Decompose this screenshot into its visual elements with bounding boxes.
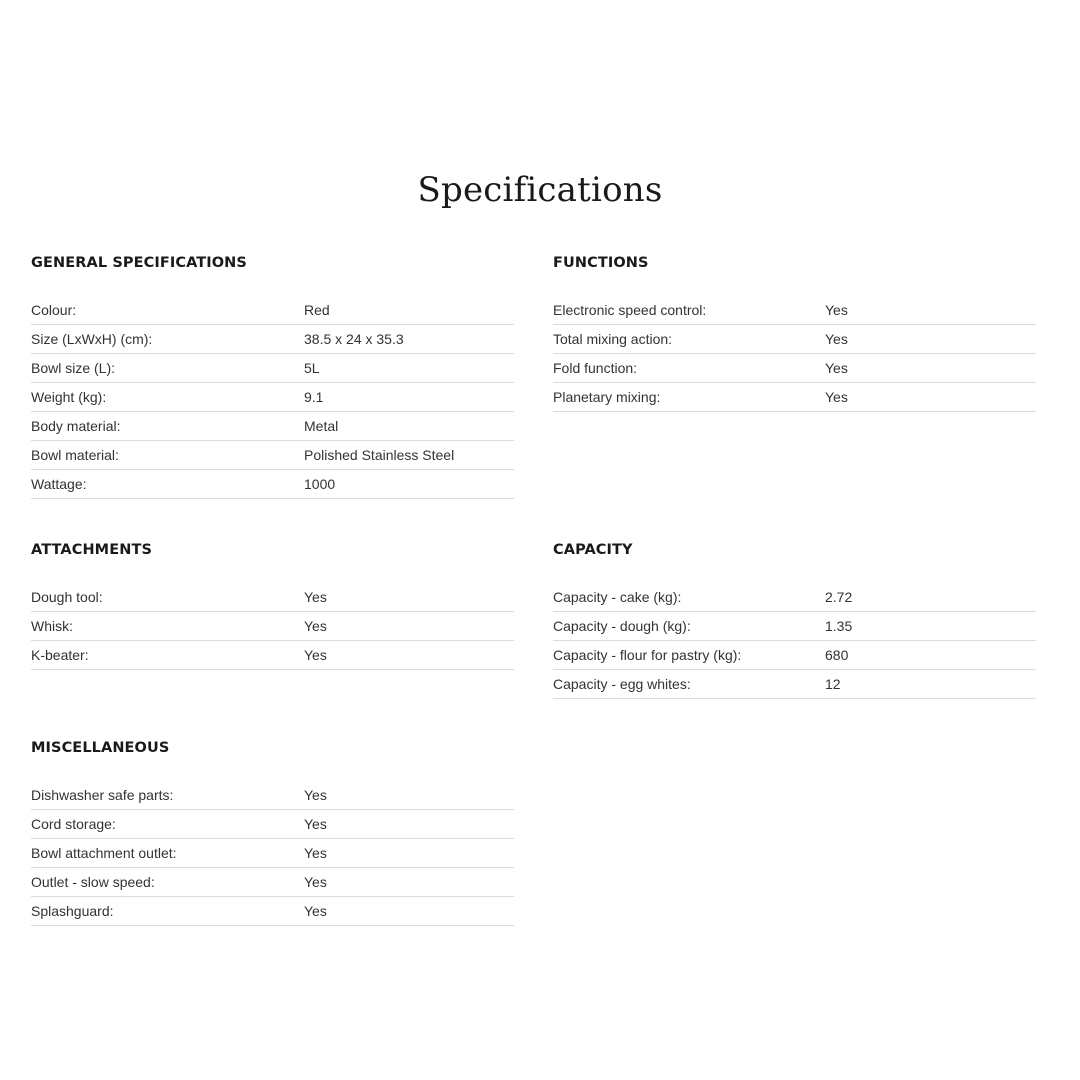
attachments-spec-table — [31, 583, 514, 670]
section-heading-functions: FUNCTIONS — [553, 255, 649, 271]
spec-row-dishwasher-safe-parts — [31, 781, 514, 810]
spec-label: Whisk: — [31, 618, 73, 634]
spec-label: Cord storage: — [31, 816, 116, 832]
spec-label: Planetary mixing: — [553, 389, 661, 405]
general-specifications-section — [31, 253, 514, 499]
spec-row-electronic-speed-control — [553, 296, 1036, 325]
spec-value: Yes — [304, 589, 327, 605]
spec-label: Capacity - flour for pastry (kg): — [553, 647, 742, 663]
spec-label: Dough tool: — [31, 589, 103, 605]
spec-value: Yes — [304, 647, 327, 663]
spec-label: Bowl attachment outlet: — [31, 845, 177, 861]
spec-row-outlet-slow-speed — [31, 868, 514, 897]
spec-value: Yes — [825, 331, 848, 347]
miscellaneous-spec-table — [31, 781, 514, 926]
spec-label: Fold function: — [553, 360, 638, 376]
spec-label: Wattage: — [31, 476, 87, 492]
spec-row-capacity-egg-whites — [553, 670, 1036, 699]
spec-row-splashguard — [31, 897, 514, 926]
spec-value: Yes — [825, 302, 848, 318]
spec-value: 1000 — [304, 476, 336, 492]
spec-label: Capacity - dough (kg): — [553, 618, 691, 634]
spec-row-body-material — [31, 412, 514, 441]
spec-value: 5L — [304, 360, 320, 376]
spec-row-k-beater — [31, 641, 514, 670]
capacity-section — [553, 540, 1036, 699]
spec-label: Capacity - cake (kg): — [553, 589, 682, 605]
spec-label: Splashguard: — [31, 903, 114, 919]
spec-value: Yes — [825, 389, 848, 405]
spec-label: Body material: — [31, 418, 121, 434]
spec-label: Colour: — [31, 302, 77, 318]
spec-label: Size (LxWxH) (cm): — [31, 331, 153, 347]
spec-label: Bowl size (L): — [31, 360, 116, 376]
spec-row-planetary-mixing — [553, 383, 1036, 412]
spec-label: Electronic speed control: — [553, 302, 707, 318]
general-spec-table — [31, 296, 514, 499]
spec-value: Yes — [304, 903, 327, 919]
spec-value: 9.1 — [304, 389, 324, 405]
section-heading-general: GENERAL SPECIFICATIONS — [31, 255, 247, 271]
spec-value: 2.72 — [825, 589, 853, 605]
spec-value: Yes — [304, 787, 327, 803]
spec-label: Dishwasher safe parts: — [31, 787, 174, 803]
spec-row-size — [31, 325, 514, 354]
spec-row-weight — [31, 383, 514, 412]
spec-row-dough-tool — [31, 583, 514, 612]
spec-row-whisk — [31, 612, 514, 641]
spec-row-bowl-material — [31, 441, 514, 470]
spec-label: Outlet - slow speed: — [31, 874, 155, 890]
attachments-section — [31, 540, 514, 670]
spec-row-capacity-dough — [553, 612, 1036, 641]
spec-value: Red — [304, 302, 330, 318]
functions-spec-table — [553, 296, 1036, 412]
spec-row-bowl-attachment-outlet — [31, 839, 514, 868]
spec-row-total-mixing-action — [553, 325, 1036, 354]
spec-label: Capacity - egg whites: — [553, 676, 691, 692]
miscellaneous-section — [31, 738, 514, 926]
spec-value: Yes — [304, 618, 327, 634]
section-heading-capacity: CAPACITY — [553, 542, 633, 558]
page-title: Specifications — [417, 170, 663, 210]
spec-label: Weight (kg): — [31, 389, 107, 405]
functions-section — [553, 253, 1036, 412]
spec-value: Yes — [304, 845, 327, 861]
spec-row-cord-storage — [31, 810, 514, 839]
spec-label: Bowl material: — [31, 447, 119, 463]
spec-value: Yes — [304, 816, 327, 832]
spec-value: Yes — [304, 874, 327, 890]
spec-row-colour — [31, 296, 514, 325]
spec-value: 38.5 x 24 x 35.3 — [304, 331, 404, 347]
spec-row-capacity-cake — [553, 583, 1036, 612]
spec-row-fold-function — [553, 354, 1036, 383]
spec-value: 1.35 — [825, 618, 853, 634]
spec-row-wattage — [31, 470, 514, 499]
spec-value: Metal — [304, 418, 339, 434]
spec-label: Total mixing action: — [553, 331, 673, 347]
spec-row-capacity-flour-for-pastry — [553, 641, 1036, 670]
section-heading-miscellaneous: MISCELLANEOUS — [31, 740, 170, 756]
spec-label: K-beater: — [31, 647, 89, 663]
spec-row-bowl-size — [31, 354, 514, 383]
section-heading-attachments: ATTACHMENTS — [31, 542, 152, 558]
spec-value: 12 — [825, 676, 841, 692]
spec-value: 680 — [825, 647, 849, 663]
spec-value: Polished Stainless Steel — [304, 447, 455, 463]
capacity-spec-table — [553, 583, 1036, 699]
spec-value: Yes — [825, 360, 848, 376]
